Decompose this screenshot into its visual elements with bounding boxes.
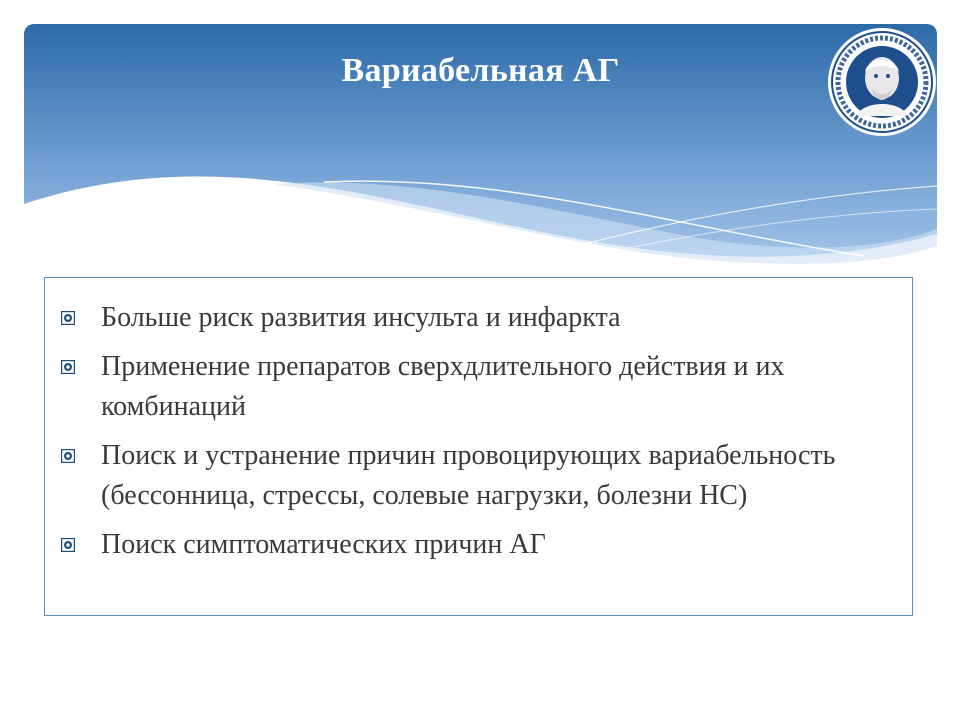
list-item — [61, 347, 882, 427]
bullet-text: Применение препаратов сверхдлительного действия и их комбинаций — [101, 351, 785, 422]
list-item — [61, 298, 882, 338]
slide-title: Вариабельная АГ — [341, 52, 620, 89]
bullet-list — [45, 278, 912, 565]
bullet-text: Поиск и устранение причин провоцирующих вариабельность (бессонница, стрессы, солевые нагрузки, болезни НС) — [101, 440, 836, 511]
circle-bullet-icon — [61, 449, 75, 463]
circle-bullet-icon — [61, 360, 75, 374]
foundation-seal-icon — [826, 26, 938, 138]
bullet-text: Больше риск развития инсульта и инфаркта — [101, 302, 621, 333]
content-box — [44, 277, 913, 616]
list-item — [61, 436, 882, 516]
list-item — [61, 525, 882, 565]
circle-bullet-icon — [61, 311, 75, 325]
bullet-text: Поиск симптоматических причин АГ — [101, 529, 546, 560]
circle-bullet-icon — [61, 538, 75, 552]
